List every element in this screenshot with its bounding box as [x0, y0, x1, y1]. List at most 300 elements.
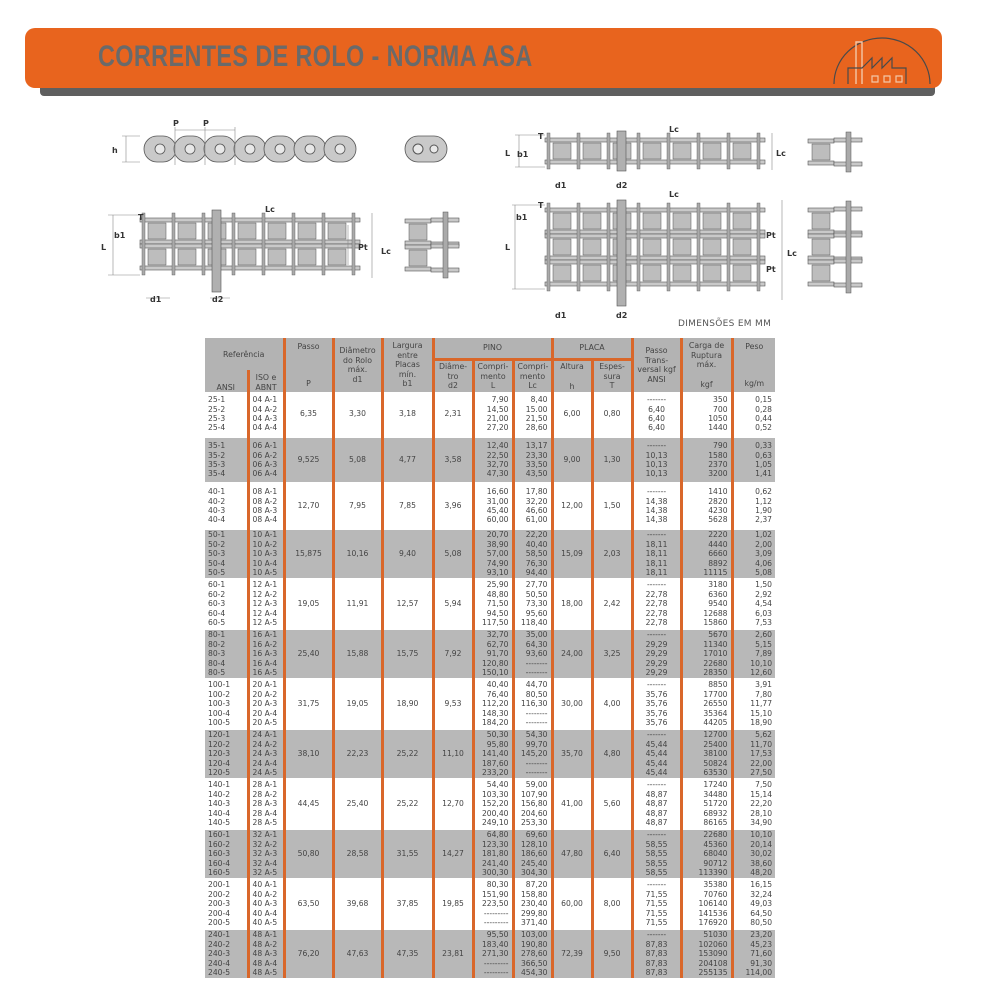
triplex-side-plate — [808, 234, 834, 238]
cell-l — [473, 630, 513, 678]
cell-l-value: 27,20 — [486, 423, 509, 433]
cell-l — [473, 930, 513, 978]
cell-carga — [681, 392, 732, 436]
cell-ansi-value: 140-1 — [208, 780, 231, 790]
triplex-chain-pin — [577, 203, 580, 291]
dimension-label-b1: b1 — [517, 150, 529, 159]
cell-carga-value: 113390 — [698, 868, 728, 878]
cell-pt — [632, 392, 681, 436]
cell-lc-value: 54,30 — [525, 730, 548, 740]
cell-pt-value: ------- — [646, 730, 667, 740]
link-pin-hole — [413, 144, 423, 154]
cell-p: 50,80 — [284, 830, 333, 878]
simplex-chain-pin — [547, 133, 550, 169]
cell-pt — [632, 930, 681, 978]
cell-iso-value: 10 A-1 — [252, 530, 278, 540]
cell-peso-value: 2,60 — [755, 630, 773, 640]
cell-ansi-value: 200-2 — [208, 889, 231, 899]
cell-iso-value: 48 A-2 — [252, 939, 278, 949]
cell-lc — [513, 730, 552, 778]
cell-l-value: 151,90 — [481, 889, 509, 899]
cell-lc — [513, 830, 552, 878]
cell-ansi-value: 200-1 — [208, 880, 231, 890]
cell-iso-value: 12 A-2 — [252, 589, 278, 599]
cell-iso-value: 40 A-2 — [252, 889, 278, 899]
cell-l-value: 20,70 — [486, 530, 509, 540]
cell-pt — [632, 780, 681, 828]
cell-h: 41,00 — [552, 780, 592, 828]
cell-l — [473, 530, 513, 578]
cell-lc-value: 94,40 — [525, 568, 548, 578]
cell-pt-value: 18,11 — [645, 558, 668, 568]
cell-peso-value: 45,23 — [750, 939, 773, 949]
cell-pt-value: 45,44 — [645, 749, 668, 759]
cell-peso — [732, 530, 775, 578]
dimension-label-d1: d1 — [555, 181, 567, 190]
link-pin-hole — [430, 145, 438, 153]
cell-pt-value: 58,55 — [645, 858, 668, 868]
cell-t: 8,00 — [592, 880, 632, 928]
triplex-side-roller — [812, 213, 830, 229]
cell-carga-value: 1440 — [708, 423, 728, 433]
cell-iso — [248, 530, 284, 578]
dimension-label-d2: d2 — [212, 295, 224, 304]
chain-pin-hole — [185, 144, 195, 154]
cell-lc-value: 158,80 — [520, 889, 548, 899]
triplex-chain-pin — [547, 203, 550, 291]
duplex-chain-roller — [178, 249, 196, 265]
cell-pt-value: 87,83 — [645, 958, 668, 968]
cell-l-value: 57,00 — [486, 549, 509, 559]
cell-iso-value: 20 A-2 — [252, 689, 278, 699]
cell-l — [473, 830, 513, 878]
cell-lc-value: 99,70 — [525, 739, 548, 749]
cell-peso-value: 0,63 — [755, 450, 773, 460]
cell-l-value: 21,00 — [486, 414, 509, 423]
cell-lc-value: 299,80 — [520, 908, 548, 918]
triplex-chain-roller — [643, 265, 661, 281]
cell-carga-value: 17240 — [703, 780, 728, 790]
cell-lc-value: 35,00 — [525, 630, 548, 640]
cell-l-value: 12,40 — [486, 441, 509, 451]
cell-h: 60,00 — [552, 880, 592, 928]
cell-pt-value: ------- — [646, 530, 667, 540]
cell-peso-value: 23,20 — [750, 930, 773, 940]
simplex-chain-pin — [727, 133, 730, 169]
cell-lc-value: -------- — [525, 668, 548, 678]
cell-l-value: 249,10 — [481, 818, 509, 828]
cell-ansi-value: 35-4 — [208, 469, 226, 479]
cell-l — [473, 730, 513, 778]
cell-pt-value: 10,13 — [645, 450, 668, 460]
cell-peso — [732, 392, 775, 436]
simplex-chain-pin — [757, 133, 760, 169]
cell-carga-value: 35364 — [703, 708, 728, 718]
cell-t: 2,42 — [592, 580, 632, 628]
cell-pt-value: 29,29 — [645, 658, 668, 668]
cell-pt-value: 87,83 — [645, 949, 668, 959]
cell-peso-value: 80,50 — [750, 918, 773, 928]
cell-peso-value: 7,50 — [755, 780, 773, 790]
cell-d1: 3,30 — [333, 392, 382, 436]
cell-p: 6,35 — [284, 392, 333, 436]
cell-ansi-value: 60-5 — [208, 618, 226, 628]
cell-p: 38,10 — [284, 730, 333, 778]
cell-pt-value: 14,38 — [645, 506, 668, 515]
cell-pt-value: 48,87 — [645, 818, 668, 828]
triplex-chain-roller — [583, 239, 601, 255]
dimension-label-b1: b1 — [114, 231, 126, 240]
duplex-chain-roller — [268, 249, 286, 265]
cell-l-value: 54,40 — [486, 780, 509, 790]
cell-h: 12,00 — [552, 484, 592, 528]
cell-peso-value: 2,00 — [755, 539, 773, 549]
cell-carga-value: 153090 — [698, 949, 728, 959]
simplex-side-pin — [846, 132, 851, 172]
cell-peso-value: 91,30 — [750, 958, 773, 968]
cell-lc-value: 107,90 — [520, 789, 548, 799]
cell-pt-value: ------- — [646, 830, 667, 840]
cell-pt-value: 14,38 — [645, 496, 668, 506]
cell-peso-value: 22,00 — [750, 758, 773, 768]
cell-carga-value: 44205 — [703, 718, 728, 728]
cell-iso — [248, 630, 284, 678]
cell-b1: 15,75 — [382, 630, 433, 678]
header-pino-comprimento-l: Compri- mento L — [473, 360, 513, 393]
chain-pin-hole — [335, 144, 345, 154]
cell-d1: 47,63 — [333, 930, 382, 978]
cell-ansi-value: 40-3 — [208, 506, 226, 515]
cell-l-value: 48,80 — [486, 589, 509, 599]
cell-peso-value: 27,50 — [750, 768, 773, 778]
cell-pt-value: ------- — [646, 680, 667, 690]
dimension-label-pt: Pt — [358, 243, 368, 252]
cell-lc-value: 58,50 — [525, 549, 548, 559]
cell-peso-value: 6,03 — [755, 608, 773, 618]
cell-l-value: 60,00 — [486, 515, 509, 525]
triplex-chain-roller — [553, 265, 571, 281]
cell-carga-value: 25400 — [703, 739, 728, 749]
cell-pt-value: 29,29 — [645, 668, 668, 678]
cell-ansi-value: 240-2 — [208, 939, 231, 949]
cell-peso-value: 11,77 — [750, 699, 773, 709]
cell-pt-value: 58,55 — [645, 868, 668, 878]
cell-iso-value: 20 A-5 — [252, 718, 278, 728]
cell-peso-value: 5,08 — [755, 568, 773, 578]
cell-pt — [632, 830, 681, 878]
cell-l-value: 38,90 — [486, 539, 509, 549]
cell-pt-value: 35,76 — [645, 689, 668, 699]
cell-lc-value: 116,30 — [520, 699, 548, 709]
cell-ansi-value: 50-4 — [208, 558, 226, 568]
cell-pt-value: 45,44 — [645, 768, 668, 778]
cell-carga-value: 700 — [713, 404, 728, 414]
cell-lc-value: -------- — [525, 758, 548, 768]
cell-t: 5,60 — [592, 780, 632, 828]
cell-d2: 23,81 — [433, 930, 473, 978]
cell-ansi-value: 200-5 — [208, 918, 231, 928]
cell-iso-value: 24 A-1 — [252, 730, 278, 740]
cell-l — [473, 438, 513, 482]
cell-lc-value: 64,30 — [525, 639, 548, 649]
cell-peso-value: 114,00 — [745, 968, 773, 978]
cell-ansi-value: 140-3 — [208, 799, 231, 809]
triplex-chain-roller — [733, 265, 751, 281]
cell-d2: 19,85 — [433, 880, 473, 928]
cell-d2: 11,10 — [433, 730, 473, 778]
triplex-chain-pin — [637, 203, 640, 291]
cell-peso-value: 30,02 — [750, 849, 773, 859]
cell-ansi-value: 240-3 — [208, 949, 231, 959]
cell-iso-value: 20 A-3 — [252, 699, 278, 709]
cell-l-value: 123,30 — [481, 839, 509, 849]
cell-pt — [632, 530, 681, 578]
cell-carga — [681, 630, 732, 678]
chain-pin-hole — [275, 144, 285, 154]
cell-peso-value: 1,02 — [755, 530, 773, 540]
cell-lc-value: -------- — [525, 708, 548, 718]
cell-lc-value: 366,50 — [520, 958, 548, 968]
cell-ansi-value: 240-1 — [208, 930, 231, 940]
cell-iso-value: 04 A-1 — [252, 395, 278, 405]
cell-h: 35,70 — [552, 730, 592, 778]
cell-carga — [681, 930, 732, 978]
cell-d1: 39,68 — [333, 880, 382, 928]
cell-carga-value: 4440 — [708, 539, 728, 549]
cell-pt-value: ------- — [646, 441, 667, 451]
cell-lc-value: 145,20 — [520, 749, 548, 759]
cell-peso-value: 0,15 — [755, 395, 773, 405]
dimension-label-l: L — [101, 243, 107, 252]
cell-carga-value: 15860 — [703, 618, 728, 628]
cell-carga-value: 11115 — [703, 568, 728, 578]
cell-iso-value: 20 A-1 — [252, 680, 278, 690]
cell-ansi-value: 80-2 — [208, 639, 226, 649]
cell-l — [473, 780, 513, 828]
cell-l-value: 150,10 — [481, 668, 509, 678]
simplex-chain-pin — [577, 133, 580, 169]
dimension-label-t: T — [538, 201, 544, 210]
cell-lc-value: 245,40 — [520, 858, 548, 868]
dimension-label-p: P — [203, 119, 209, 128]
triplex-chain-roller — [733, 239, 751, 255]
triplex-chain-roller — [673, 265, 691, 281]
cell-carga-value: 51720 — [703, 799, 728, 809]
duplex-side-pin — [443, 212, 448, 278]
table-row-group-160 — [205, 830, 775, 878]
header-pino: PINO — [433, 338, 552, 360]
cell-pt-value: ------- — [646, 487, 667, 497]
cell-peso-value: 48,20 — [750, 868, 773, 878]
duplex-chain-roller — [178, 223, 196, 239]
chain-pin-hole — [305, 144, 315, 154]
cell-lc-value: 61,00 — [525, 515, 548, 525]
cell-peso-value: 7,53 — [755, 618, 773, 628]
cell-lc-value: 23,30 — [525, 450, 548, 460]
cell-t: 6,40 — [592, 830, 632, 878]
cell-carga-value: 63530 — [703, 768, 728, 778]
cell-lc-value: 28,60 — [525, 423, 548, 433]
header-carga-ruptura: Carga de Ruptura máx. kgf — [681, 338, 732, 392]
table-row-group-80 — [205, 630, 775, 678]
cell-peso-value: 10,10 — [750, 658, 773, 668]
cell-ansi-value: 25-3 — [208, 414, 226, 423]
cell-lc-value: 32,20 — [525, 496, 548, 506]
cell-lc-value: 253,30 — [520, 818, 548, 828]
cell-pt-value: 14,38 — [645, 515, 668, 525]
cell-t: 0,80 — [592, 392, 632, 436]
cell-iso-value: 16 A-2 — [252, 639, 278, 649]
simplex-chain-pin — [697, 133, 700, 169]
cell-l-value: 120,80 — [481, 658, 509, 668]
cell-carga-value: 51030 — [703, 930, 728, 940]
simplex-connecting-pin — [617, 131, 626, 171]
page-title: CORRENTES DE ROLO - NORMA ASA — [98, 40, 533, 73]
cell-pt-value: 6,40 — [648, 414, 665, 423]
cell-iso-value: 12 A-4 — [252, 608, 278, 618]
table-row-group-40 — [205, 484, 775, 528]
cell-pt-value: 48,87 — [645, 789, 668, 799]
cell-ansi-value: 40-2 — [208, 496, 226, 506]
simplex-chain-roller — [583, 143, 601, 159]
cell-peso — [732, 930, 775, 978]
cell-l-value: 184,20 — [481, 718, 509, 728]
cell-carga-value: 141536 — [698, 908, 728, 918]
cell-l-value: 7,90 — [491, 395, 509, 405]
cell-pt — [632, 438, 681, 482]
cell-carga-value: 90712 — [703, 858, 728, 868]
cell-pt-value: 22,78 — [645, 599, 668, 609]
cell-l-value: --------- — [483, 958, 509, 968]
dimension-label-pt: Pt — [766, 265, 776, 274]
dimension-label-l: L — [505, 243, 511, 252]
triplex-chain-roller — [673, 213, 691, 229]
cell-lc-value: 50,50 — [525, 589, 548, 599]
cell-pt-value: ------- — [646, 395, 667, 405]
cell-pt-value: 45,44 — [645, 739, 668, 749]
cell-d1: 10,16 — [333, 530, 382, 578]
cell-iso-value: 08 A-3 — [252, 506, 278, 515]
cell-carga-value: 6360 — [708, 589, 728, 599]
triplex-chain-roller — [583, 213, 601, 229]
cell-peso-value: 64,50 — [750, 908, 773, 918]
cell-lc-value: 304,30 — [520, 868, 548, 878]
header-peso: Peso kg/m — [732, 338, 775, 392]
duplex-side-roller — [409, 224, 427, 240]
cell-carga-value: 3180 — [708, 580, 728, 590]
cell-lc — [513, 484, 552, 528]
cell-ansi-value: 100-4 — [208, 708, 231, 718]
cell-peso-value: 4,06 — [755, 558, 773, 568]
dimension-label-l: L — [505, 149, 511, 158]
cell-l — [473, 680, 513, 728]
header-referencia: Referência — [205, 338, 284, 370]
dimension-label-lc: Lc — [776, 149, 786, 158]
cell-l-value: --------- — [483, 968, 509, 978]
dimension-label-d2: d2 — [616, 311, 628, 320]
cell-carga-value: 350 — [713, 395, 728, 405]
dimension-label-d1: d1 — [150, 295, 162, 304]
triplex-chain-pin — [727, 203, 730, 291]
cell-carga-value: 8892 — [708, 558, 728, 568]
duplex-chain-roller — [238, 249, 256, 265]
cell-iso — [248, 730, 284, 778]
header-placa-altura: Altura h — [552, 360, 592, 393]
cell-l-value: 14,50 — [486, 404, 509, 414]
cell-iso-value: 32 A-2 — [252, 839, 278, 849]
cell-l-value: 32,70 — [486, 460, 509, 469]
dimension-label-lc: Lc — [669, 125, 679, 134]
cell-ansi-value: 60-4 — [208, 608, 226, 618]
cell-carga-value: 17010 — [703, 649, 728, 659]
dimension-label-lc: Lc — [787, 249, 797, 258]
cell-iso-value: 28 A-3 — [252, 799, 278, 809]
cell-d2: 3,96 — [433, 484, 473, 528]
cell-iso-value: 28 A-5 — [252, 818, 278, 828]
header-pino-comprimento-lc: Compri- mento Lc — [513, 360, 552, 393]
cell-l-value: 40,40 — [486, 680, 509, 690]
cell-carga-value: 2220 — [708, 530, 728, 540]
cell-lc-value: 76,30 — [525, 558, 548, 568]
cell-pt-value: 18,11 — [645, 568, 668, 578]
cell-t: 4,00 — [592, 680, 632, 728]
duplex-chain-pin — [262, 213, 265, 275]
cell-ansi-value: 25-1 — [208, 395, 226, 405]
triplex-side-roller — [812, 239, 830, 255]
cell-b1: 37,85 — [382, 880, 433, 928]
cell-carga-value: 22680 — [703, 658, 728, 668]
cell-peso-value: 0,62 — [755, 487, 773, 497]
simplex-chain-roller — [553, 143, 571, 159]
cell-l-value: 25,90 — [486, 580, 509, 590]
cell-iso-value: 10 A-2 — [252, 539, 278, 549]
cell-l-value: 181,80 — [481, 849, 509, 859]
cell-carga-value: 9540 — [708, 599, 728, 609]
duplex-chain-pin — [352, 213, 355, 275]
cell-iso-value: 10 A-4 — [252, 558, 278, 568]
cell-l-value: 187,60 — [481, 758, 509, 768]
cell-d2: 9,53 — [433, 680, 473, 728]
cell-pt-value: 45,44 — [645, 758, 668, 768]
cell-ansi — [205, 530, 248, 578]
cell-l-value: 183,40 — [481, 939, 509, 949]
triplex-chain-pin — [607, 203, 610, 291]
cell-peso — [732, 880, 775, 928]
triplex-side-plate — [808, 230, 834, 234]
cell-ansi-value: 40-4 — [208, 515, 226, 525]
cell-ansi-value: 160-3 — [208, 849, 231, 859]
cell-pt-value: 18,11 — [645, 539, 668, 549]
triplex-side-pin — [846, 201, 851, 293]
cell-d2: 2,31 — [433, 392, 473, 436]
cell-lc — [513, 780, 552, 828]
cell-pt-value: 35,76 — [645, 718, 668, 728]
cell-pt-value: 6,40 — [648, 404, 665, 414]
cell-peso — [732, 780, 775, 828]
duplex-side-roller — [409, 250, 427, 266]
simplex-chain-pin — [637, 133, 640, 169]
cell-carga — [681, 830, 732, 878]
cell-p: 63,50 — [284, 880, 333, 928]
cell-lc-value: 44,70 — [525, 680, 548, 690]
cell-ansi — [205, 930, 248, 978]
cell-ansi-value: 120-5 — [208, 768, 231, 778]
cell-carga — [681, 530, 732, 578]
chain-diagrams — [0, 100, 1000, 330]
cell-l-value: 152,20 — [481, 799, 509, 809]
cell-peso-value: 0,33 — [755, 441, 773, 451]
cell-iso — [248, 484, 284, 528]
